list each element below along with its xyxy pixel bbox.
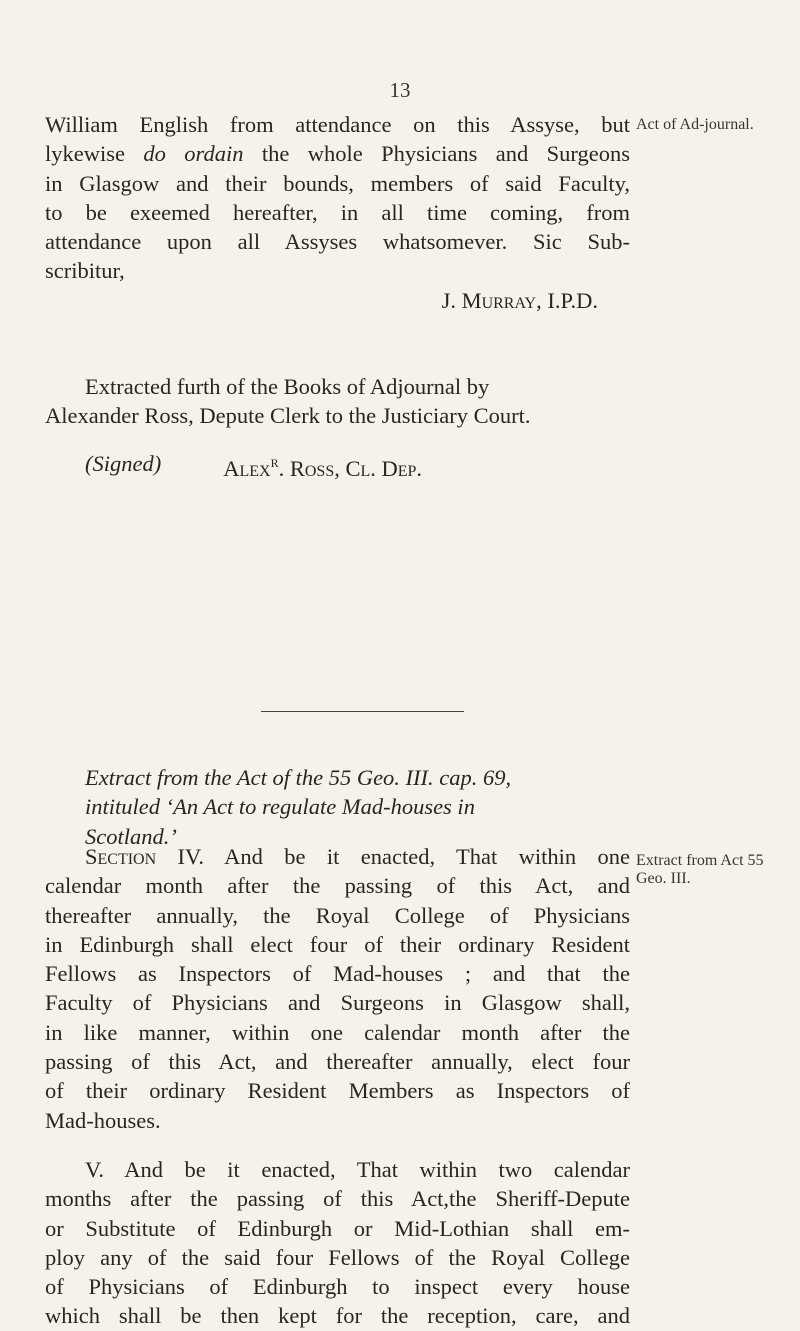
page-number: 13	[389, 78, 411, 102]
text-line: Fellows as Inspectors of Mad-houses ; and that the	[45, 961, 630, 987]
text-line: Alexander Ross, Depute Clerk to the Justiciary Court.	[45, 403, 531, 429]
text-line: Section IV. And be it enacted, That within one	[85, 844, 630, 869]
text-line: in Glasgow and their bounds, members of said Faculty,	[45, 170, 630, 196]
signed-line	[45, 449, 630, 483]
text-line: of Physicians of Edinburgh to inspect every house	[45, 1274, 630, 1300]
text-line: calendar month after the passing of this Act, and	[45, 873, 630, 899]
text-line: Faculty of Physicians and Surgeons in Glasgow shall,	[45, 990, 630, 1016]
signed-name: Alex$^R$. Ross, Cl. Dep.	[223, 455, 423, 481]
text-line: thereafter annually, the Royal College of Physicians	[45, 902, 630, 928]
text-line: passing of this Act, and thereafter annually, elect four	[45, 1049, 630, 1075]
text-line: lykewise do ordain the whole Physicians and Surgeons	[45, 141, 630, 167]
extract-heading	[45, 763, 630, 851]
text-line: scribitur,	[45, 258, 125, 284]
text-line: attendance upon all Assyses whatsomever. Sic Sub-	[45, 229, 630, 255]
assyse-paragraph	[45, 110, 630, 315]
text-line: in Edinburgh shall elect four of their ordinary Resident	[45, 931, 630, 957]
section-iv-paragraph	[45, 842, 630, 1135]
signed-label: (Signed)	[85, 450, 162, 476]
section-label: Section IV.	[85, 844, 205, 869]
text-line: or Substitute of Edinburgh or Mid-Lothian shall em-	[45, 1215, 630, 1241]
text-line: William English from attendance on this Assyse, but	[45, 112, 630, 137]
text-line: in like manner, within one calendar month after the	[45, 1019, 630, 1045]
text-line: which shall be then kept for the reception, care, and	[45, 1303, 630, 1329]
signature-murray: J. Murray, I.P.D.	[441, 287, 598, 313]
text-line: Extract from the Act of the 55 Geo. III. cap. 69,	[85, 765, 512, 790]
margin-note-act-of-adjournal: Act of Ad-journal.	[636, 116, 754, 133]
text-line: Scotland.’	[85, 823, 177, 849]
text-line: months after the passing of this Act,the Sheriff-Depute	[45, 1186, 630, 1212]
text-line: to be exeemed hereafter, in all time coming, from	[45, 199, 630, 225]
text-line: Mad-houses.	[45, 1107, 161, 1133]
text-line: V. And be it enacted, That within two calendar	[85, 1157, 630, 1182]
text-line: Extracted furth of the Books of Adjournal by	[85, 374, 490, 399]
margin-note-extract: Extract from Act 55 Geo. III.	[636, 852, 764, 887]
text-line: ploy any of the said four Fellows of the Royal College	[45, 1244, 630, 1270]
text-line: intituled ‘An Act to regulate Mad-houses in	[85, 794, 475, 820]
extracted-paragraph	[45, 372, 630, 483]
section-v-paragraph	[45, 1155, 630, 1331]
section-divider	[261, 711, 464, 712]
text-line: of their ordinary Resident Members as Inspectors of	[45, 1078, 630, 1104]
